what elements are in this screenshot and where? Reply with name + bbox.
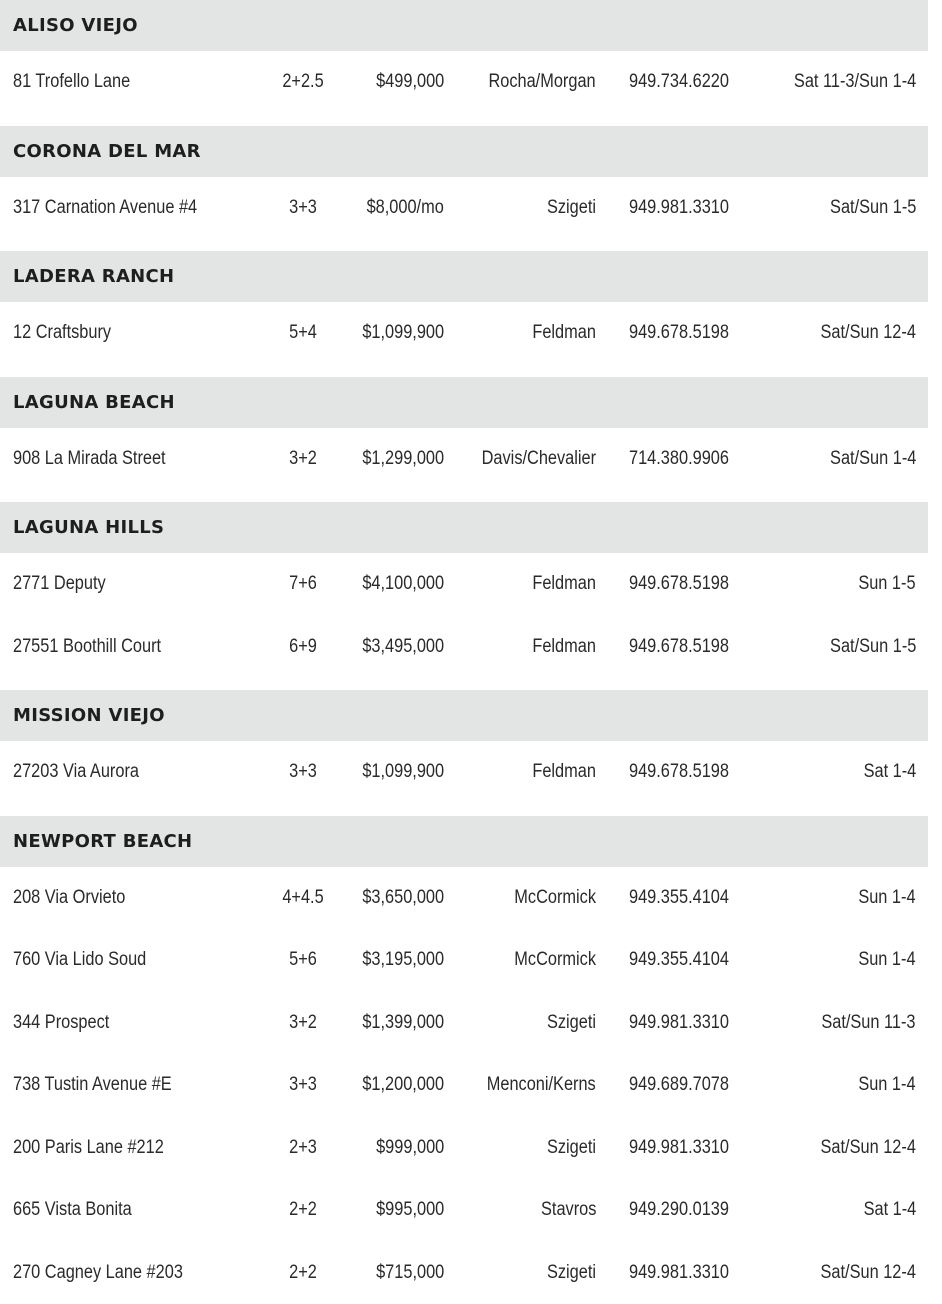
listing-price: $999,000 bbox=[376, 1137, 444, 1159]
listing-beds-baths: 3+2 bbox=[277, 1012, 329, 1034]
listing-row bbox=[0, 929, 928, 992]
listing-agent: Szigeti bbox=[547, 197, 596, 219]
section-header: LADERA RANCH bbox=[0, 251, 928, 302]
listing-phone: 949.981.3310 bbox=[629, 197, 729, 219]
section-header: ALISO VIEJO bbox=[0, 0, 928, 51]
listing-agent: Menconi/Kerns bbox=[487, 1074, 596, 1096]
listing-phone: 949.981.3310 bbox=[629, 1262, 729, 1284]
listing-row bbox=[0, 1179, 928, 1242]
listing-address: 200 Paris Lane #212 bbox=[13, 1137, 164, 1159]
listing-agent: Feldman bbox=[532, 573, 596, 595]
listing-hours: Sat/Sun 1-5 bbox=[830, 636, 916, 658]
listing-address: 81 Trofello Lane bbox=[13, 71, 130, 93]
listing-row bbox=[0, 553, 928, 616]
listing-hours: Sun 1-4 bbox=[859, 887, 916, 909]
listing-beds-baths: 2+2.5 bbox=[277, 71, 329, 93]
listing-beds-baths: 2+3 bbox=[277, 1137, 329, 1159]
listing-price: $715,000 bbox=[376, 1262, 444, 1284]
listing-beds-baths: 3+2 bbox=[277, 448, 329, 470]
listing-address: 908 La Mirada Street bbox=[13, 448, 166, 470]
listing-phone: 714.380.9906 bbox=[629, 448, 729, 470]
listing-price: $3,495,000 bbox=[362, 636, 444, 658]
section-header: MISSION VIEJO bbox=[0, 690, 928, 741]
listing-row bbox=[0, 51, 928, 114]
listing-beds-baths: 4+4.5 bbox=[277, 887, 329, 909]
listing-hours: Sat/Sun 1-5 bbox=[830, 197, 916, 219]
listing-phone: 949.290.0139 bbox=[629, 1199, 729, 1221]
listing-agent: Stavros bbox=[541, 1199, 596, 1221]
listing-address: 27551 Boothill Court bbox=[13, 636, 161, 658]
listing-hours: Sat 1-4 bbox=[863, 1199, 916, 1221]
listing-hours: Sat 1-4 bbox=[863, 761, 916, 783]
listing-price: $3,195,000 bbox=[362, 949, 444, 971]
listing-row bbox=[0, 616, 928, 679]
listing-hours: Sat/Sun 12-4 bbox=[821, 1262, 916, 1284]
section-header: LAGUNA BEACH bbox=[0, 377, 928, 428]
listing-phone: 949.689.7078 bbox=[629, 1074, 729, 1096]
listing-price: $1,299,000 bbox=[362, 448, 444, 470]
listing-beds-baths: 5+6 bbox=[277, 949, 329, 971]
listing-price: $4,100,000 bbox=[362, 573, 444, 595]
listing-address: 2771 Deputy bbox=[13, 573, 106, 595]
listing-address: 12 Craftsbury bbox=[13, 322, 111, 344]
listing-price: $8,000/mo bbox=[367, 197, 444, 219]
listing-address: 27203 Via Aurora bbox=[13, 761, 139, 783]
listing-price: $1,399,000 bbox=[362, 1012, 444, 1034]
listing-agent: Feldman bbox=[532, 636, 596, 658]
listing-agent: Szigeti bbox=[547, 1137, 596, 1159]
listing-beds-baths: 3+3 bbox=[277, 1074, 329, 1096]
listing-beds-baths: 2+2 bbox=[277, 1262, 329, 1284]
listing-row bbox=[0, 992, 928, 1055]
listing-address: 317 Carnation Avenue #4 bbox=[13, 197, 197, 219]
listing-phone: 949.678.5198 bbox=[629, 636, 729, 658]
listing-beds-baths: 2+2 bbox=[277, 1199, 329, 1221]
listing-row bbox=[0, 741, 928, 804]
listing-beds-baths: 5+4 bbox=[277, 322, 329, 344]
listing-beds-baths: 6+9 bbox=[277, 636, 329, 658]
listing-phone: 949.678.5198 bbox=[629, 573, 729, 595]
listing-agent: Feldman bbox=[532, 322, 596, 344]
listing-address: 738 Tustin Avenue #E bbox=[13, 1074, 172, 1096]
listing-hours: Sun 1-4 bbox=[859, 1074, 916, 1096]
listing-phone: 949.355.4104 bbox=[629, 949, 729, 971]
listing-row bbox=[0, 867, 928, 930]
listing-phone: 949.981.3310 bbox=[629, 1137, 729, 1159]
section-header: NEWPORT BEACH bbox=[0, 816, 928, 867]
listing-agent: Szigeti bbox=[547, 1262, 596, 1284]
listing-hours: Sat/Sun 12-4 bbox=[821, 1137, 916, 1159]
listing-address: 344 Prospect bbox=[13, 1012, 109, 1034]
listing-agent: McCormick bbox=[514, 887, 596, 909]
listing-hours: Sun 1-5 bbox=[859, 573, 916, 595]
listing-row bbox=[0, 1242, 928, 1304]
listing-row bbox=[0, 302, 928, 365]
listing-phone: 949.981.3310 bbox=[629, 1012, 729, 1034]
listing-agent: Feldman bbox=[532, 761, 596, 783]
listing-address: 208 Via Orvieto bbox=[13, 887, 125, 909]
listing-address: 270 Cagney Lane #203 bbox=[13, 1262, 183, 1284]
listing-phone: 949.678.5198 bbox=[629, 322, 729, 344]
listing-row bbox=[0, 428, 928, 491]
listing-row bbox=[0, 1117, 928, 1180]
listing-beds-baths: 7+6 bbox=[277, 573, 329, 595]
listing-hours: Sat 11-3/Sun 1-4 bbox=[794, 71, 916, 93]
listing-beds-baths: 3+3 bbox=[277, 197, 329, 219]
listing-hours: Sat/Sun 1-4 bbox=[830, 448, 916, 470]
listing-agent: Davis/Chevalier bbox=[482, 448, 596, 470]
listing-hours: Sat/Sun 12-4 bbox=[821, 322, 916, 344]
listing-phone: 949.734.6220 bbox=[629, 71, 729, 93]
section-header: LAGUNA HILLS bbox=[0, 502, 928, 553]
listing-agent: Szigeti bbox=[547, 1012, 596, 1034]
section-header: CORONA DEL MAR bbox=[0, 126, 928, 177]
listing-beds-baths: 3+3 bbox=[277, 761, 329, 783]
listing-hours: Sun 1-4 bbox=[859, 949, 916, 971]
listing-phone: 949.355.4104 bbox=[629, 887, 729, 909]
listing-agent: McCormick bbox=[514, 949, 596, 971]
listing-phone: 949.678.5198 bbox=[629, 761, 729, 783]
listing-price: $1,099,900 bbox=[362, 761, 444, 783]
listing-hours: Sat/Sun 11-3 bbox=[822, 1012, 916, 1034]
listing-price: $499,000 bbox=[376, 71, 444, 93]
listing-price: $3,650,000 bbox=[362, 887, 444, 909]
listing-price: $1,099,900 bbox=[362, 322, 444, 344]
listing-price: $995,000 bbox=[376, 1199, 444, 1221]
listing-row bbox=[0, 1054, 928, 1117]
listing-address: 760 Via Lido Soud bbox=[13, 949, 146, 971]
listing-address: 665 Vista Bonita bbox=[13, 1199, 132, 1221]
listing-agent: Rocha/Morgan bbox=[489, 71, 596, 93]
listing-row bbox=[0, 177, 928, 240]
listing-price: $1,200,000 bbox=[362, 1074, 444, 1096]
